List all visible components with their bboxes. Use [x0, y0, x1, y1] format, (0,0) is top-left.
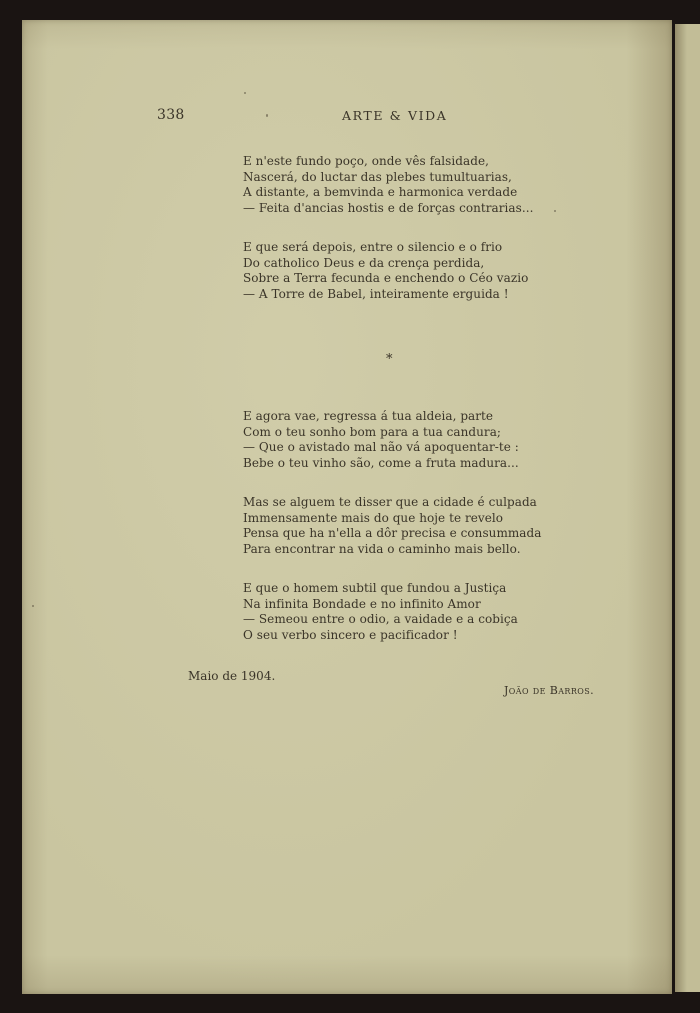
stanza-gap [243, 557, 573, 581]
verse-line: Immensamente mais do que hoje te revelo [243, 510, 504, 525]
stanza [243, 240, 573, 302]
dateline: Maio de 1904. [188, 669, 276, 683]
poem-part-two [243, 409, 573, 643]
paper-speck [554, 210, 556, 212]
stanza [243, 581, 573, 643]
stanza-gap [243, 216, 573, 240]
poem-part-one [243, 154, 573, 302]
verse-line: Na infinita Bondade e no infinito Amor [243, 596, 481, 611]
stanza [243, 154, 573, 216]
page-header [22, 107, 672, 127]
verse-line: — Feita d'ancias hostis e de forças contrarias... [243, 200, 534, 215]
book-page [22, 20, 672, 994]
verse-line: Nascerá, do luctar das plebes tumultuarias, [243, 169, 512, 184]
verse-line: A distante, a bemvinda e harmonica verdade [243, 185, 518, 199]
verse-line: E agora vae, regressa á tua aldeia, parte [243, 409, 494, 423]
paper-speck [32, 605, 34, 607]
verse-line: Sobre a Terra fecunda e enchendo o Céo vazio [243, 271, 529, 285]
stanza-gap [243, 471, 573, 495]
verse-line: E que o homem subtil que fundou a Justiça [243, 581, 507, 595]
verse-line: — Que o avistado mal não vá apoquentar-te : [243, 440, 519, 454]
running-title: ARTE & VIDA [342, 108, 448, 123]
verse-line: E n'este fundo poço, onde vês falsidade, [243, 154, 489, 168]
author-signature: João de Barros. [504, 684, 594, 697]
verse-line: Para encontrar na vida o caminho mais bello. [243, 541, 521, 556]
verse-line: Pensa que ha n'ella a dôr precisa e consummada [243, 526, 542, 540]
page-number: 338 [157, 107, 185, 123]
facing-page-edge [675, 24, 700, 992]
verse-line: E que será depois, entre o silencio e o frio [243, 240, 503, 254]
verse-line: Mas se alguem te disser que a cidade é culpada [243, 495, 537, 509]
verse-line: Do catholico Deus e da crença perdida, [243, 255, 485, 270]
verse-line: Bebe o teu vinho são, come a fruta madura... [243, 455, 519, 470]
verse-line: Com o teu sonho bom para a tua candura; [243, 424, 502, 439]
verse-line: — A Torre de Babel, inteiramente erguida ! [243, 286, 509, 301]
section-separator: * [386, 352, 393, 367]
paper-speck [266, 114, 268, 117]
paper-speck [244, 92, 246, 94]
stanza [243, 495, 573, 557]
stanza [243, 409, 573, 471]
verse-line: — Semeou entre o odio, a vaidade e a cobiça [243, 612, 518, 626]
verse-line: O seu verbo sincero e pacificador ! [243, 627, 458, 642]
